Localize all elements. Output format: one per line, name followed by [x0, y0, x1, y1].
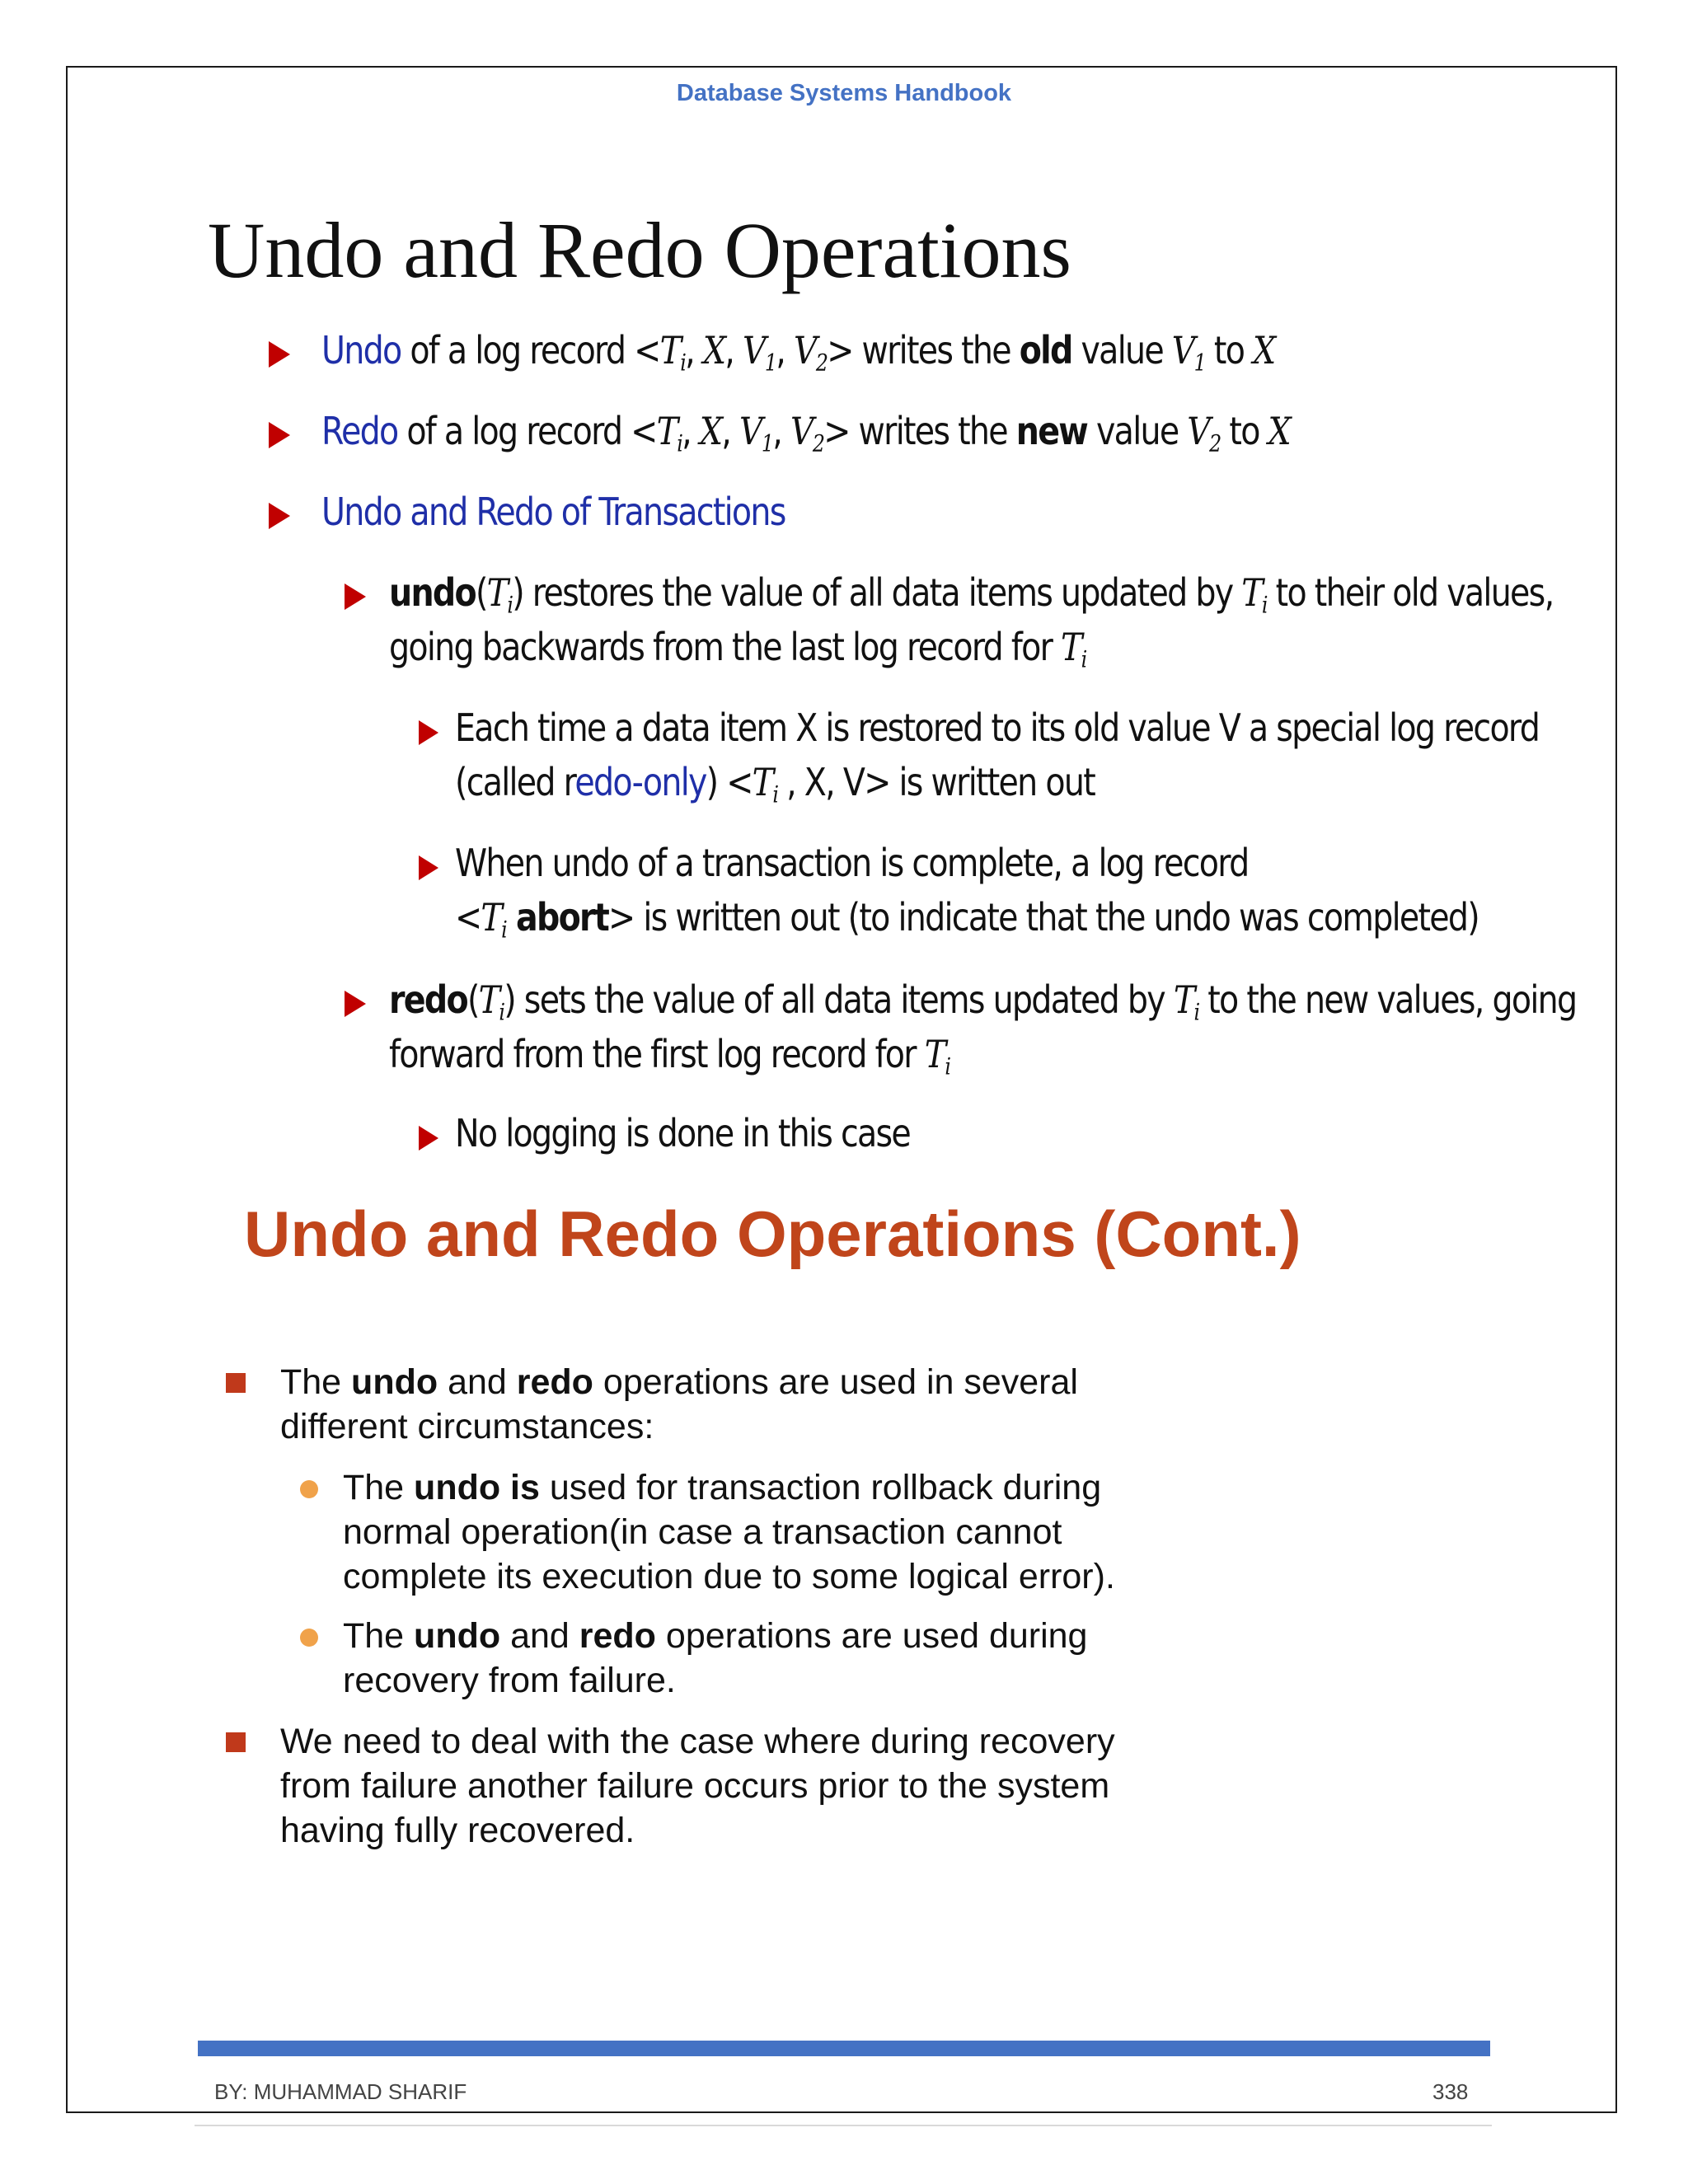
bullet-redo-only-record: Each time a data item X is restored to its old value V a special log record [455, 705, 1540, 750]
bullet-triangle-icon [269, 422, 290, 448]
bullet-square-icon [226, 1732, 246, 1752]
bullet-undo-ti-line2: going backwards from the last log record for $T_i$ [389, 625, 1086, 673]
page-header: Database Systems Handbook [676, 80, 1012, 106]
page-number: 338 [1432, 2079, 1469, 2104]
slide-undo-redo [198, 175, 1484, 1180]
para-undo-redo-circumstances: The undo and redo operations are used in several different circumstances: [280, 1362, 1078, 1446]
bullet-redo-only-record-line2: (called redo-only) $<T_i$ , X, V> is written out [455, 760, 1095, 808]
bullet-triangle-icon [269, 341, 290, 368]
para-failure-during-recovery: We need to deal with the case where during recovery from failure another failure occurs prior to the system having fully recovered. [280, 1722, 1115, 1850]
bullet-no-logging: No logging is done in this case [455, 1111, 911, 1155]
bullet-abort-record: When undo of a transaction is complete, a log record [455, 841, 1249, 885]
bullet-undo-ti: $undo(T_i)$ restores the value of all data items updated by $T_i$ to their old values, [389, 570, 1554, 619]
footer-bar [198, 2041, 1490, 2056]
bullet-triangle-icon [419, 720, 438, 745]
bullet-redo-log-record: Redo of a log record $<T_i$, X, $V_1$, $V_2>$ writes the new value $V_2$ to X [321, 409, 1290, 457]
bottom-divider [195, 2125, 1492, 2126]
bullet-triangle-icon [269, 503, 290, 529]
bullet-undo-log-record: Undo of a log record $<T_i$, X, $V_1$, $V_2>$ writes the old value $V_1$ to X [321, 328, 1275, 377]
para-undo-redo-recovery: The undo and redo operations are used during recovery from failure. [343, 1616, 1088, 1700]
slide2-title: Undo and Redo Operations (Cont.) [244, 1197, 1301, 1270]
bullet-redo-ti: $redo(T_i)$ sets the value of all data items updated by $T_i$ to the new values, going [389, 977, 1577, 1026]
bullet-triangle-icon [419, 855, 438, 880]
bullet-abort-record-line2: $<T_i$ abort> is written out (to indicate that the undo was completed) [455, 895, 1479, 944]
bullet-triangle-icon [419, 1126, 438, 1151]
bullet-square-icon [226, 1373, 246, 1393]
bullet-triangle-icon [345, 583, 366, 610]
bullet-triangle-icon [345, 991, 366, 1017]
bullet-dot-icon [300, 1480, 318, 1498]
para-undo-rollback: The undo is used for transaction rollback during normal operation(in case a transaction cannot complete its execution due to some logical error). [343, 1468, 1115, 1596]
bullet-undo-redo-transactions: Undo and Redo of Transactions [321, 490, 785, 534]
bullet-redo-ti-line2: forward from the first log record for $T_i$ [389, 1032, 950, 1080]
slide1-title: Undo and Redo Operations [208, 206, 1071, 294]
footer-author: BY: MUHAMMAD SHARIF [214, 2079, 467, 2104]
bullet-dot-icon [300, 1629, 318, 1647]
